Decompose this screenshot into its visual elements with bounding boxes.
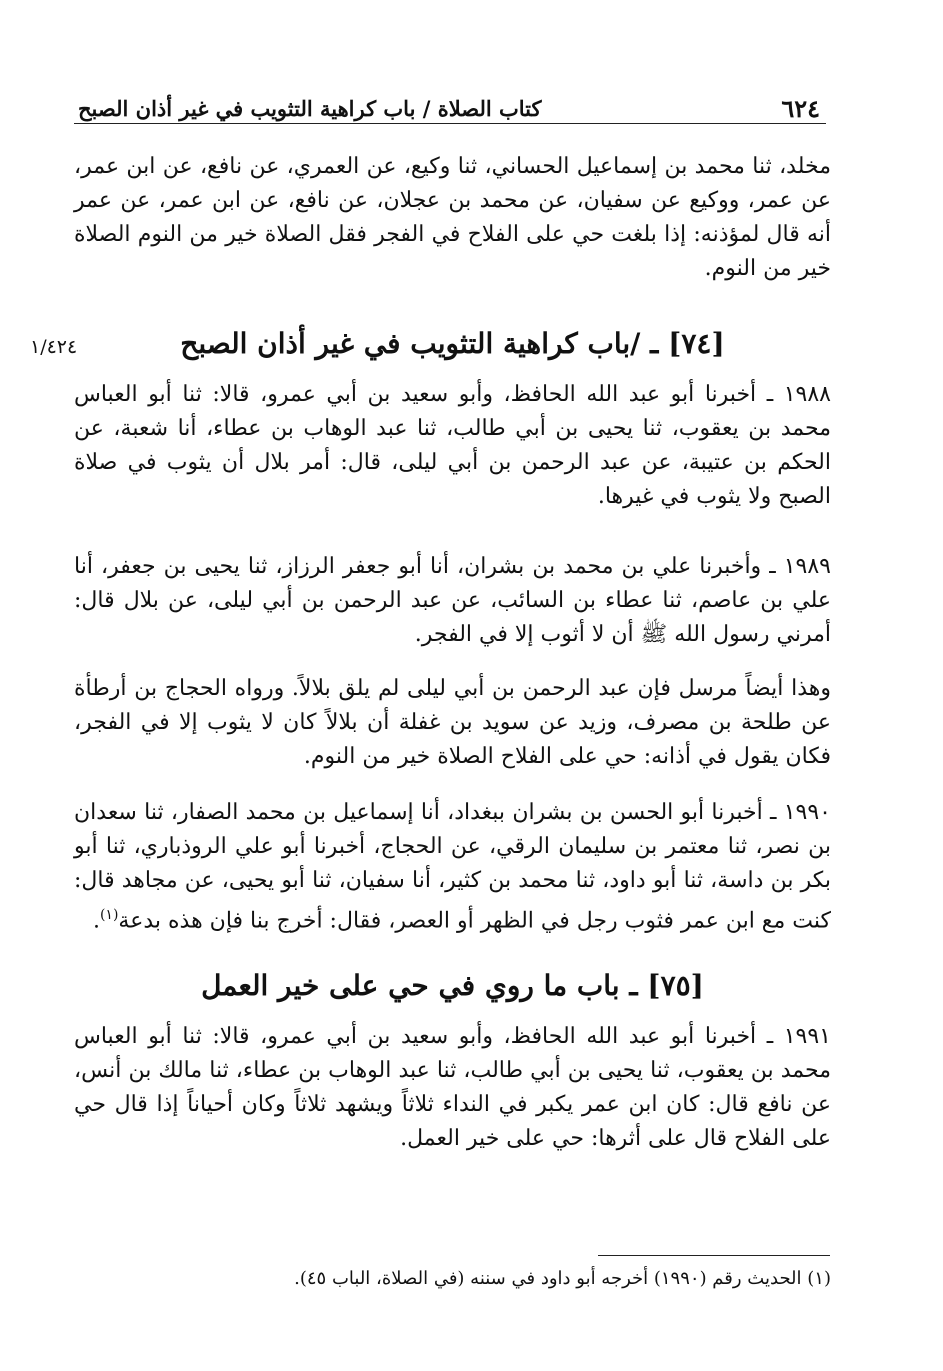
hadith-1988: ١٩٨٨ ـ أخبرنا أبو عبد الله الحافظ، وأبو سعيد بن أبي عمرو، قالا: ثنا أبو العباس محمد بن يعقوب، ثنا يحيى بن أبي طالب، ثنا عبد الوهاب بن عطاء، أنا شعبة، عن الحكم بن عتيبة، عن عبد الرحمن بن أبي ليلى، قال: أمر بلال أن يثوب في صلاة الصبح ولا يثوب في غيرها. [74,382,831,509]
running-header [74,88,826,128]
hadith-1991: ١٩٩١ ـ أخبرنا أبو عبد الله الحافظ، وأبو سعيد بن أبي عمرو، قالا: ثنا أبو العباس محمد بن يعقوب، ثنا يحيى بن أبي طالب، ثنا عبد الوهاب بن عطاء، ثنا مالك بن أنس، عن نافع قال: كان ابن عمر يكبر في النداء ثلاثاً ويشهد ثلاثاً وكان أحياناً إذا قال حي على الفلاح قال على أثرها: حي على خير العمل. [74,1024,831,1151]
hadith-1990: ١٩٩٠ ـ أخبرنا أبو الحسن بن بشران ببغداد، أنا إسماعيل بن محمد الصفار، ثنا سعدان بن نصر، ثنا معتمر بن سليمان الرقي، عن الحجاج، أخبرنا أبو علي الروذباري، ثنا أبو بكر بن داسة، ثنا أبو داود، ثنا محمد بن كثير، أنا سفيان، ثنا أبو يحيى، عن مجاهد قال: كنت مع ابن عمر فثوب رجل في الظهر أو العصر، فقال: أخرج بنا فإن هذه بدعة$^{(١)}$. [74,800,831,934]
chapter-heading-74: [٧٤] ـ /باب كراهية التثويب في غير أذان الصبح [180,327,725,360]
hadith-1990-text: ١٩٩٠ ـ أخبرنا أبو الحسن بن بشران ببغداد، أنا إسماعيل بن محمد الصفار، ثنا سعدان بن نصر، ثنا معتمر بن سليمان الرقي، عن الحجاج، أخبرنا أبو علي الروذباري، ثنا أبو بكر بن داسة، ثنا أبو داود، ثنا محمد بن كثير، أنا سفيان، ثنا أبو يحيى، عن مجاهد قال: كنت مع ابن عمر فثوب رجل في الظهر أو العصر، فقال: أخرج بنا فإن هذه بدعة [74,800,831,934]
footnote-marker[interactable]: (١) [99,907,119,923]
margin-reference: ١/٤٢٤ [30,336,78,358]
hadith-1989: ١٩٨٩ ـ وأخبرنا علي بن محمد بن بشران، أنا أبو جعفر الرزاز، ثنا يحيى بن جعفر، أنا علي بن عاصم، ثنا عطاء بن السائب، عن عبد الرحمن بن أبي ليلى، عن بلال قال: أمرني رسول الله ﷺ أن لا أثوب إلا في الفجر. [74,554,831,647]
page-number: ٦٢٤ [781,94,820,123]
commentary-paragraph: وهذا أيضاً مرسل فإن عبد الرحمن بن أبي ليلى لم يلق بلالاً. ورواه الحجاج بن أرطأة عن طلحة بن مصرف، وزيد عن سويد بن غفلة أن بلالاً كان لا يثوب إلا في الفجر، فكان يقول في أذانه: حي على الفلاح الصلاة خير من النوم. [74,676,831,769]
footnote: (١) الحديث رقم (١٩٩٠) أخرجه أبو داود في سننه (في الصلاة، الباب ٤٥). [294,1268,831,1289]
header-rule [74,123,826,124]
intro-paragraph: مخلد، ثنا محمد بن إسماعيل الحساني، ثنا وكيع، عن العمري، عن نافع، عن ابن عمر، عن عمر، ووكيع عن سفيان، عن محمد بن عجلان، عن نافع، عن ابن عمر، عن عمر أنه قال لمؤذنه: إذا بلغت حي على الفلاح في الفجر فقل الصلاة خير من النوم الصلاة خير من النوم. [74,154,831,281]
chapter-heading-75: [٧٥] ـ باب ما روي في حي على خير العمل [201,969,704,1002]
running-title: كتاب الصلاة / باب كراهية التثويب في غير أذان الصبح [78,96,542,121]
footnote-rule [598,1255,830,1256]
